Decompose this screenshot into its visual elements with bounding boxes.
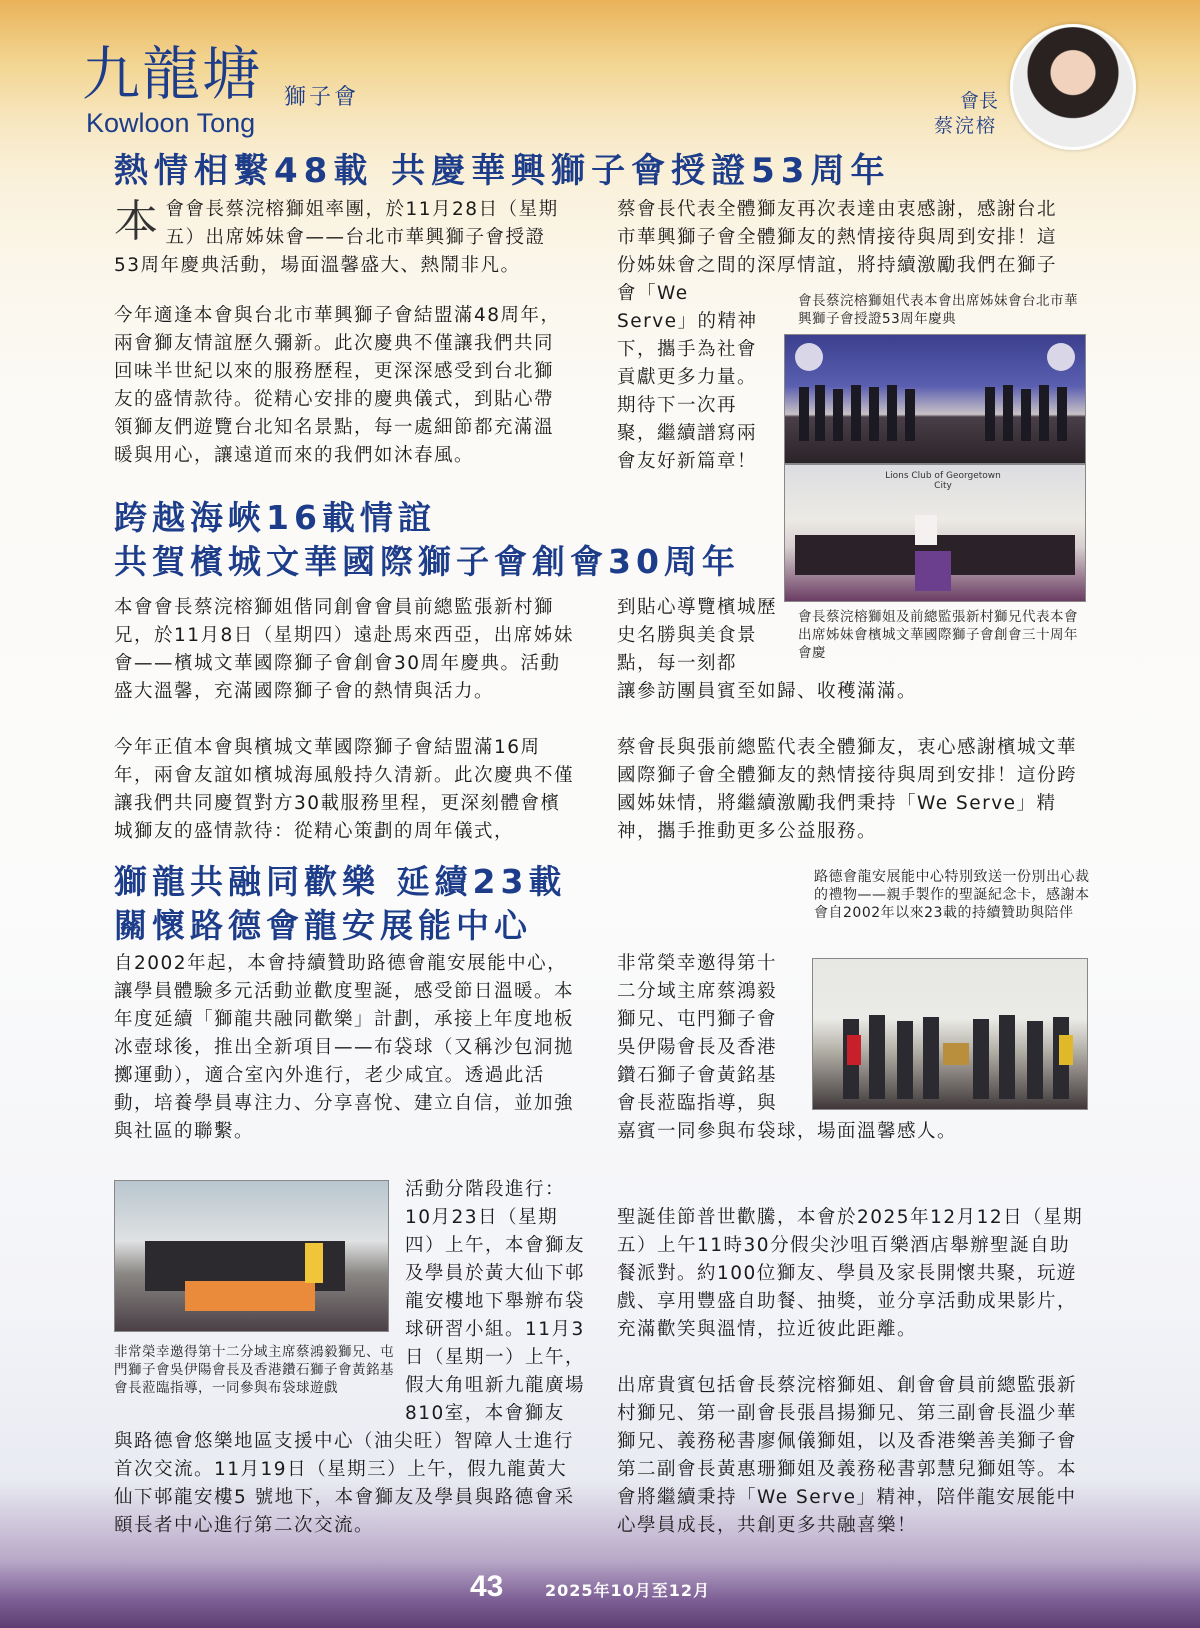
section2-p3-narrow: 到貼心導覽檳城歷史名勝與美食景點，每一刻都 bbox=[617, 597, 777, 674]
section1-caption: 會長蔡浣榕獅姐代表本會出席姊妹會台北市華興獅子會授證53周年慶典 bbox=[798, 293, 1078, 327]
section3-p4: 聖誕佳節普世歡騰，本會於2025年12月12日（星期五）上午11時30分假尖沙咀百樂酒店舉辦聖誕自助餐派對。約100位獅友、學員及家長開懷共聚，玩遊戲、享用豐盛自助餐、抽獎，並分享活動成果影片，充滿歡笑與溫情，拉近彼此距離。 bbox=[617, 1207, 1084, 1340]
section3-caption-right: 路德會龍安展能中心特別致送一份別出心裁的禮物——親手製作的聖誕紀念卡，感謝本會自2002年以來23載的持續贊助與陪伴 bbox=[814, 869, 1090, 921]
club-name-zh: 九龍塘 bbox=[82, 40, 263, 108]
section2-title-line1: 跨越海峽16載情誼 bbox=[114, 498, 436, 537]
issue-date: 2025年10月至12月 bbox=[545, 1581, 711, 1600]
section3-p2-wide: 嘉賓一同參與布袋球，場面溫馨感人。 bbox=[617, 1121, 958, 1142]
section2-p3-wide: 讓參訪團員賓至如歸、收穫滿滿。 bbox=[617, 681, 918, 702]
section1-p3-narrow: 會「We Serve」的精神下，攜手為社會貢獻更多力量。期待下一次再聚，繼續譜寫兩會友好新篇章！ bbox=[617, 283, 758, 472]
section1-p3-top: 蔡會長代表全體獅友再次表達由衷感謝，感謝台北市華興獅子會全體獅友的熱情接待與周到安排！這份姊妹會之間的深厚情誼，將持續激勵我們在獅子 bbox=[617, 199, 1058, 276]
dropcap: 本 bbox=[114, 196, 160, 247]
section3-title-line2: 關懷路德會龍安展能中心 bbox=[114, 906, 532, 945]
section3-p3-narrow: 活動分階段進行：10月23日（星期四）上午，本會獅友及學員於黃大仙下邨龍安樓地下舉辦布袋球研習小組。11月3日（星期一）上午，假大角咀新九龍廣場810室，本會獅友 bbox=[405, 1179, 585, 1424]
section3-photo-presentation bbox=[812, 958, 1088, 1110]
section3-photo-group bbox=[114, 1180, 389, 1332]
section3-p2-narrow: 非常榮幸邀得第十二分域主席蔡鴻毅獅兄、屯門獅子會吳伊陽會長及香港鑽石獅子會黃銘基會長蒞臨指導，與 bbox=[617, 953, 778, 1114]
section3-p5: 出席貴賓包括會長蔡浣榕獅姐、創會會員前總監張新村獅兄、第一副會長張昌揚獅兄、第三副會長溫少華獅兄、義務秘書廖佩儀獅姐，以及香港樂善美獅子會第二副會長黃惠珊獅姐及義務秘書郭慧兒獅姐等。本會將繼續秉持「We Serve」精神，陪伴龍安展能中心學員成長，共創更多共融喜樂！ bbox=[617, 1375, 1078, 1536]
group-photo-shapes bbox=[115, 1181, 388, 1331]
section3-caption-left: 非常榮幸邀得第十二分域主席蔡鴻毅獅兄、屯門獅子會吳伊陽會長及香港鑽石獅子會黃銘基會長蒞臨指導，一同參與布袋球遊戲 bbox=[114, 1344, 394, 1396]
section3-title-line1: 獅龍共融同歡樂 延續23載 bbox=[114, 862, 567, 901]
president-title: 會長 bbox=[960, 90, 999, 112]
section1-photo-ceremony bbox=[784, 334, 1086, 464]
group-silhouettes bbox=[785, 335, 1085, 463]
section2-caption: 會長蔡浣榕獅姐及前總監張新村獅兄代表本會出席姊妹會檳城文華國際獅子會創會三十周年會慶 bbox=[798, 609, 1078, 661]
section2-title-line2: 共賀檳城文華國際獅子會創會30周年 bbox=[114, 542, 740, 581]
photo-banner: Lions Club of Georgetown City bbox=[885, 471, 1001, 491]
people-silhouettes bbox=[813, 959, 1087, 1109]
section2-p2: 今年正值本會與檳城文華國際獅子會結盟滿16周年，兩會友誼如檳城海風般持久清新。此次慶典不僅讓我們共同慶賀對方30載服務里程，更深刻體會檳城獅友的盛情款待：從精心策劃的周年儀式， bbox=[114, 737, 575, 842]
president-portrait bbox=[1010, 24, 1136, 150]
section2-photo-gala bbox=[784, 464, 1086, 602]
section1-title: 熱情相繫48載 共慶華興獅子會授證53周年 bbox=[114, 151, 891, 191]
section2-p4: 蔡會長與張前總監代表全體獅友，衷心感謝檳城文華國際獅子會全體獅友的熱情接待與周到安排！這份跨國姊妹情，將繼續激勵我們秉持「We Serve」精神，攜手推動更多公益服務。 bbox=[617, 737, 1078, 842]
section2-p1: 本會會長蔡浣榕獅姐偕同創會會員前總監張新村獅兄，於11月8日（星期四）遠赴馬來西亞，出席姊妹會——檳城文華國際獅子會創會30周年慶典。活動盛大溫馨，充滿國際獅子會的熱情與活力。 bbox=[114, 597, 574, 702]
club-name-en: Kowloon Tong bbox=[86, 108, 256, 138]
section1-p1: 本 會會長蔡浣榕獅姐率團，於11月28日（星期五）出席姊妹會——台北市華興獅子會授證53周年慶典活動，場面溫馨盛大、熱鬧非凡。 bbox=[114, 196, 559, 276]
club-suffix-zh: 獅子會 bbox=[284, 85, 360, 110]
section1-p2: 今年適逢本會與台北市華興獅子會結盟滿48周年，兩會獅友情誼歷久彌新。此次慶典不僅讓我們共同回味半世紀以來的服務歷程，更深深感受到台北獅友的盛情款待。從精心安排的慶典儀式，到貼心帶領獅友們遊覽台北知名景點，每一處細節都充滿溫暖與用心，讓遠道而來的我們如沐春風。 bbox=[114, 305, 561, 466]
crowd-silhouettes bbox=[785, 465, 1085, 601]
page-number: 43 bbox=[470, 1570, 504, 1603]
president-name: 蔡浣榕 bbox=[934, 115, 998, 137]
section3-p1: 自2002年起，本會持續贊助路德會龍安展能中心，讓學員體驗多元活動並歡度聖誕，感受節日溫暖。本年度延續「獅龍共融同歡樂」計劃，承接上年度地板冰壺球後，推出全新項目——布袋球（又稱沙包洞拋擲運動），適合室內外進行，老少咸宜。透過此活動，培養學員專注力、分享喜悅、建立自信，並加強與社區的聯繫。 bbox=[114, 953, 575, 1142]
section3-p3-wide: 與路德會悠樂地區支援中心（油尖旺）智障人士進行首次交流。11月19日（星期三）上午，假九龍黃大仙下邨龍安樓5 號地下，本會獅友及學員與路德會采頤長者中心進行第二次交流。 bbox=[114, 1431, 575, 1536]
